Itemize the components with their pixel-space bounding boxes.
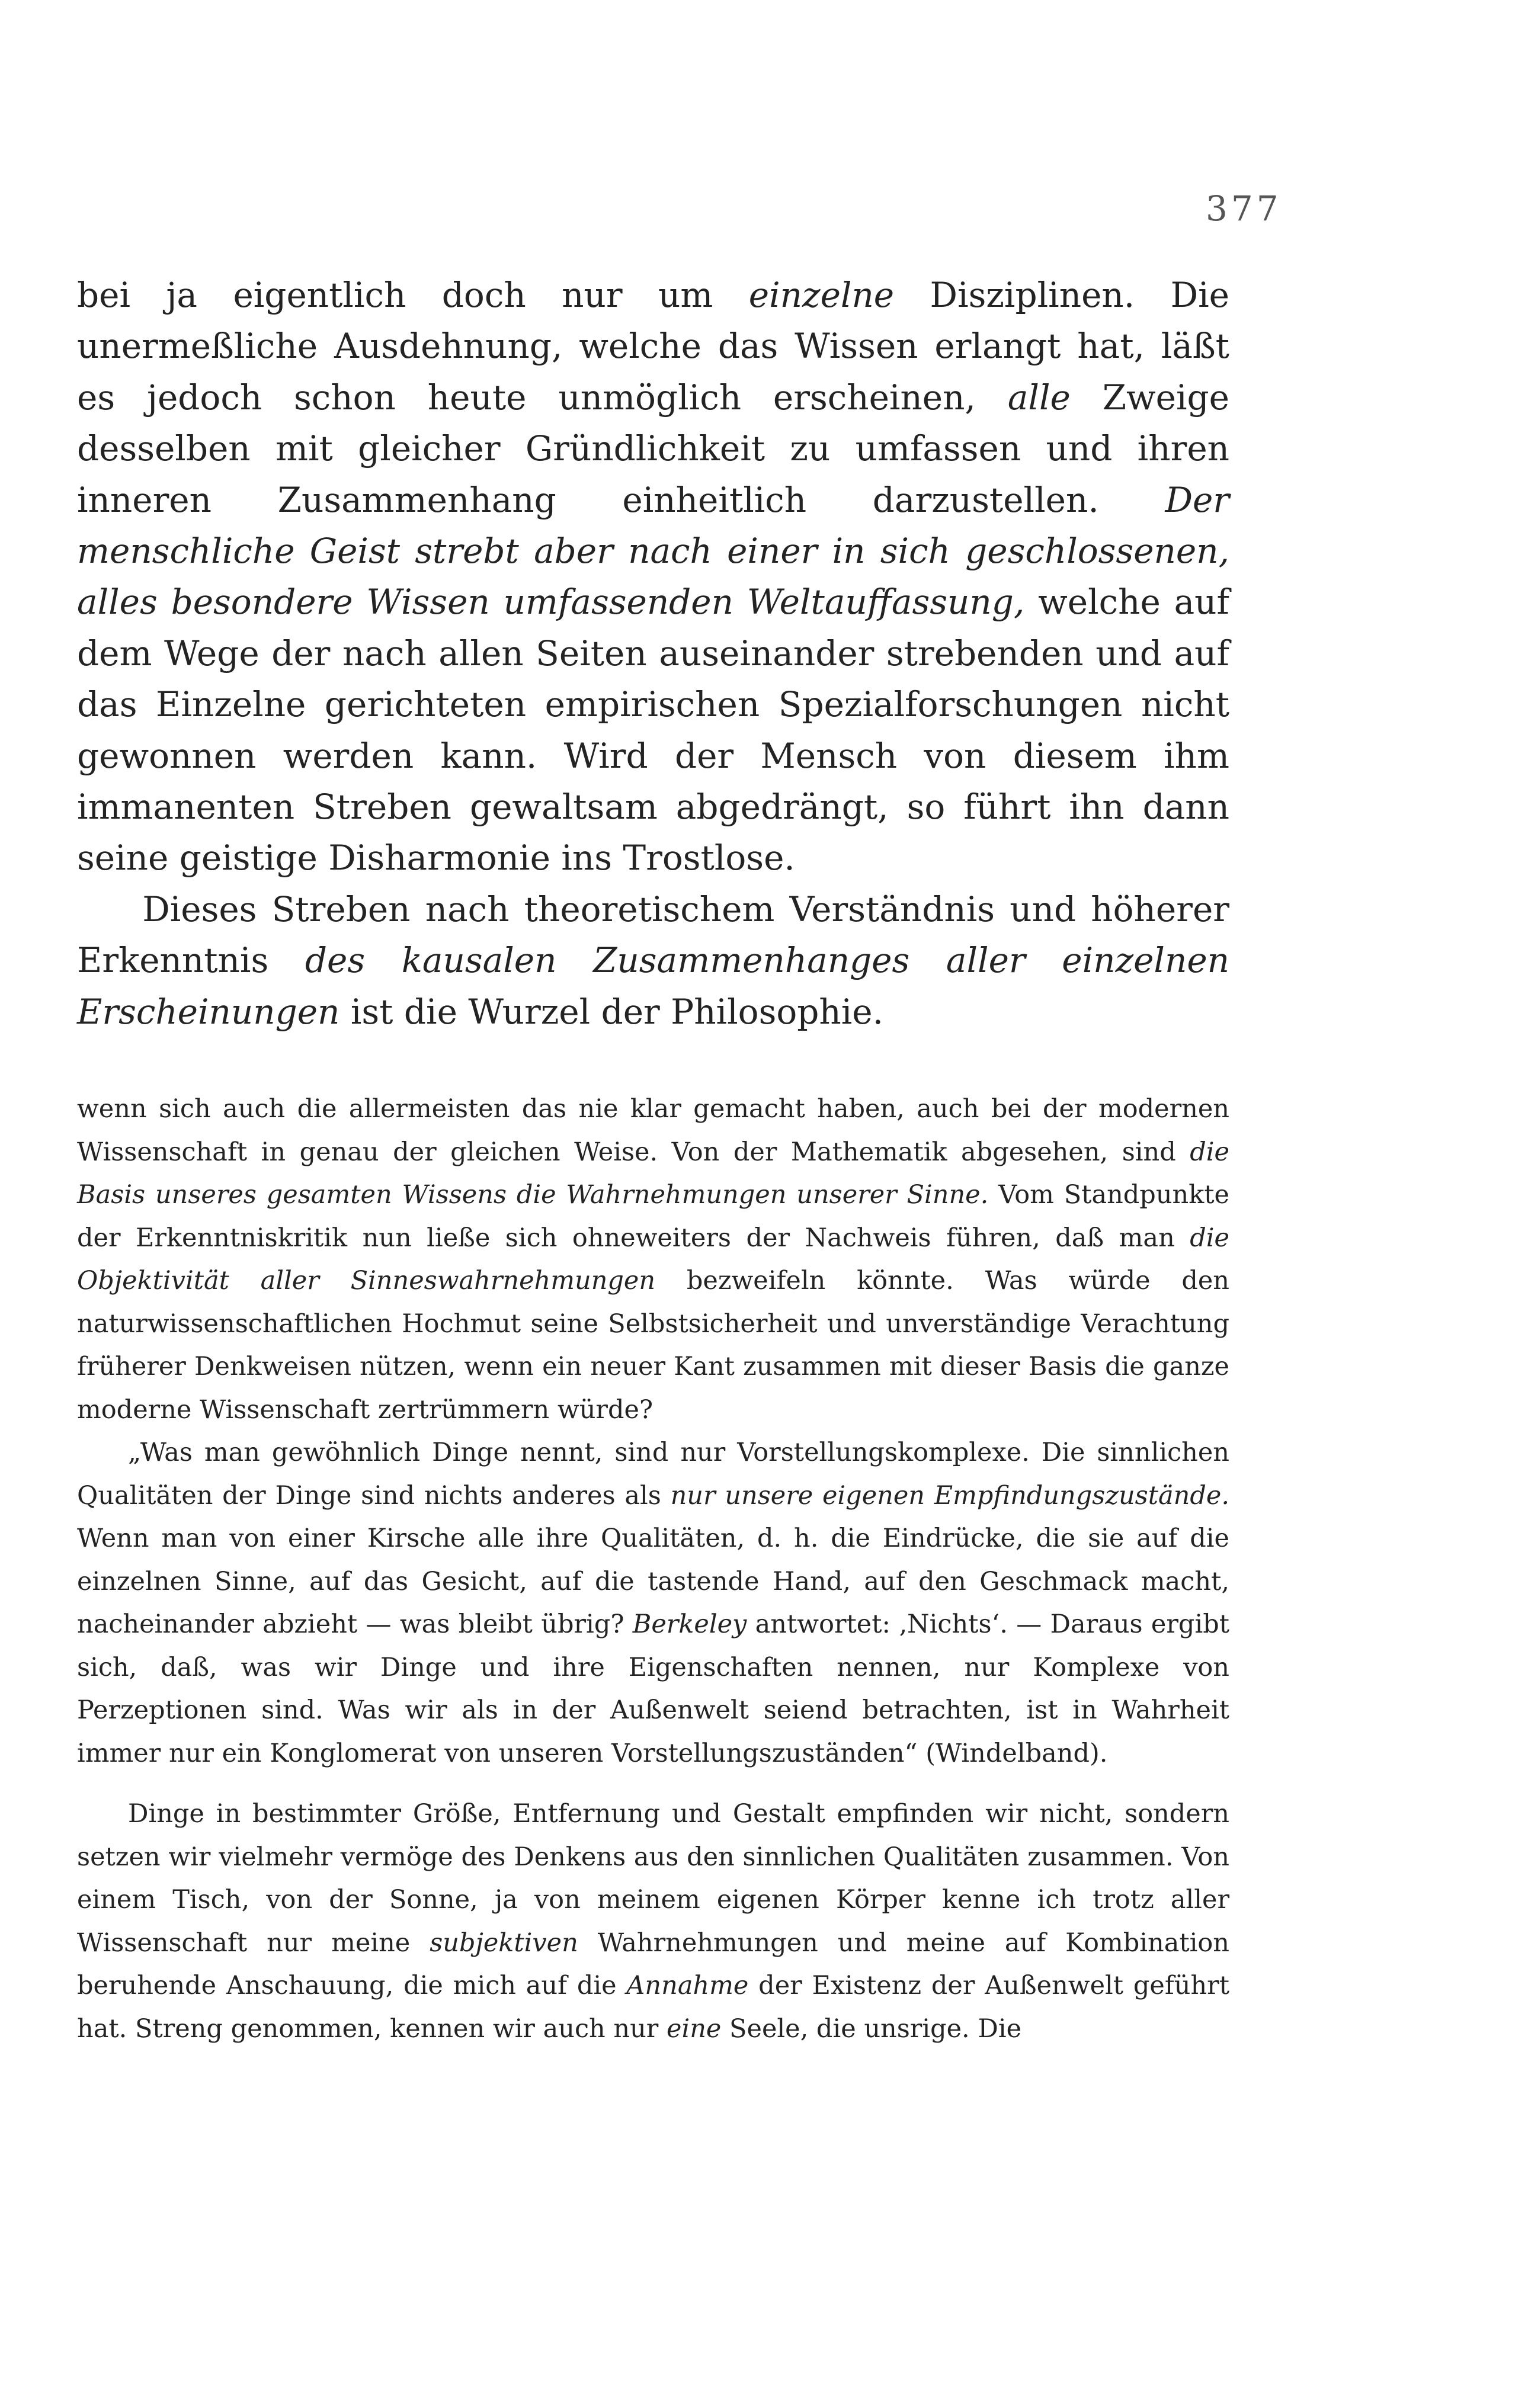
body-text: wenn sich auch die allermeisten das nie klar gemacht haben, auch bei der modernen Wissenschaft in genau der gleichen Weise. Von der Mathematik abgesehen, sind — [77, 1094, 1229, 1167]
body-text: bezweifeln könnte. Was würde den naturwissenschaftlichen Hochmut seine Selbstsicherheit und unverständige Verachtung früherer Denkweisen nützen, wenn ein neuer Kant zusammen mit dieser Basis die ganze moderne Wissenschaft zertrümmern würde? — [77, 1266, 1229, 1425]
body-text: antwortet: ‚Nichts‘. — Daraus ergibt sich, daß, was wir Dinge und ihre Eigenschaften nennen, nur Komplexe von Perzeptionen sind. Was wir als in der Außenwelt seiend betrachten, ist in Wahrheit immer nur ein Konglomerat von unseren Vorstellungszuständen“ (Windelband). — [77, 1609, 1229, 1768]
body-text: Disziplinen. Die unermeßliche Ausdehnung, welche das Wissen erlangt hat, läßt es jedoch schon heute unmöglich erscheinen, — [77, 275, 1229, 418]
body-text: Wenn man von einer Kirsche alle ihre Qualitäten, d. h. die Eindrücke, die sie auf die einzelnen Sinne, auf das Gesicht, auf die tastende Hand, auf den Geschmack macht, nacheinander abzieht — was bleibt übrig? — [77, 1524, 1229, 1639]
emphasized-text: die Objektivität aller Sinneswahrnehmungen — [77, 1223, 1229, 1296]
footnote-text-block — [77, 1088, 1229, 2050]
main-text-block — [77, 270, 1229, 1037]
footnote-paragraph — [77, 1431, 1229, 1775]
emphasized-text: nur unsere eigenen Empfindungszustände. — [670, 1480, 1229, 1511]
emphasized-text: alle — [1007, 377, 1071, 418]
body-text: Dinge in bestimmter Größe, Entfernung und Gestalt empfinden wir nicht, sondern setzen wir vielmehr vermöge des Denkens aus den sinnlichen Qualitäten zusammen. Von einem Tisch, von der Sonne, ja von meinem eigenen Körper kenne ich trotz aller Wissenschaft nur meine — [77, 1799, 1229, 1958]
body-text: Seele, die unsrige. Die — [721, 2013, 1022, 2044]
body-text: der Existenz der Außenwelt geführt hat. Streng genommen, kennen wir auch nur — [77, 1971, 1229, 2044]
body-text: Wahrnehmungen und meine auf Kombination beruhende Anschauung, die mich auf die — [77, 1928, 1229, 2000]
body-text: „Was man gewöhnlich Dinge nennt, sind nur Vorstellungskomplexe. Die sinnlichen Qualitäten der Dinge sind nichts anderes als — [77, 1438, 1229, 1511]
emphasized-text: eine — [667, 2013, 722, 2044]
emphasized-text: des kausalen Zusammenhanges aller einzelnen Erscheinungen — [77, 940, 1230, 1032]
footnote-paragraph — [77, 1088, 1229, 1431]
emphasized-text: Der menschliche Geist strebt aber nach einer in sich geschlossenen, alles besondere Wissen umfassenden Weltauffassung, — [77, 479, 1229, 623]
emphasized-text: Berkeley — [632, 1609, 747, 1639]
emphasized-text: einzelne — [748, 275, 895, 315]
body-text: welche auf dem Wege der nach allen Seiten auseinander strebenden und auf das Einzelne gerichteten empirischen Spezialforschungen nicht gewonnen werden kann. Wird der Mensch von diesem ihm immanenten Streben gewaltsam abgedrängt, so führt ihn dann seine geistige Disharmonie ins Trostlose. — [77, 582, 1229, 878]
body-text: ist die Wurzel der Philosophie. — [339, 991, 884, 1032]
footnote-paragraph — [77, 1793, 1229, 2050]
body-text: Dieses Streben nach theoretischem Verständnis und höherer Erkenntnis — [77, 889, 1229, 981]
main-paragraph — [77, 884, 1229, 1037]
body-text: bei ja eigentlich doch nur um — [77, 275, 749, 315]
body-text: Vom Standpunkte der Erkenntniskritik nun ließe sich ohneweiters der Nachweis führen, daß man — [77, 1180, 1229, 1253]
emphasized-text: Annahme — [626, 1971, 749, 2000]
main-paragraph — [77, 270, 1229, 884]
body-text: Zweige desselben mit gleicher Gründlichkeit zu umfassen und ihren inneren Zusammenhang einheitlich darzustellen. — [77, 377, 1229, 520]
emphasized-text: die Basis unseres gesamten Wissens die Wahrnehmungen unserer Sinne. — [77, 1137, 1229, 1210]
page-number: 377 — [1206, 188, 1282, 229]
emphasized-text: subjektiven — [430, 1928, 578, 1958]
